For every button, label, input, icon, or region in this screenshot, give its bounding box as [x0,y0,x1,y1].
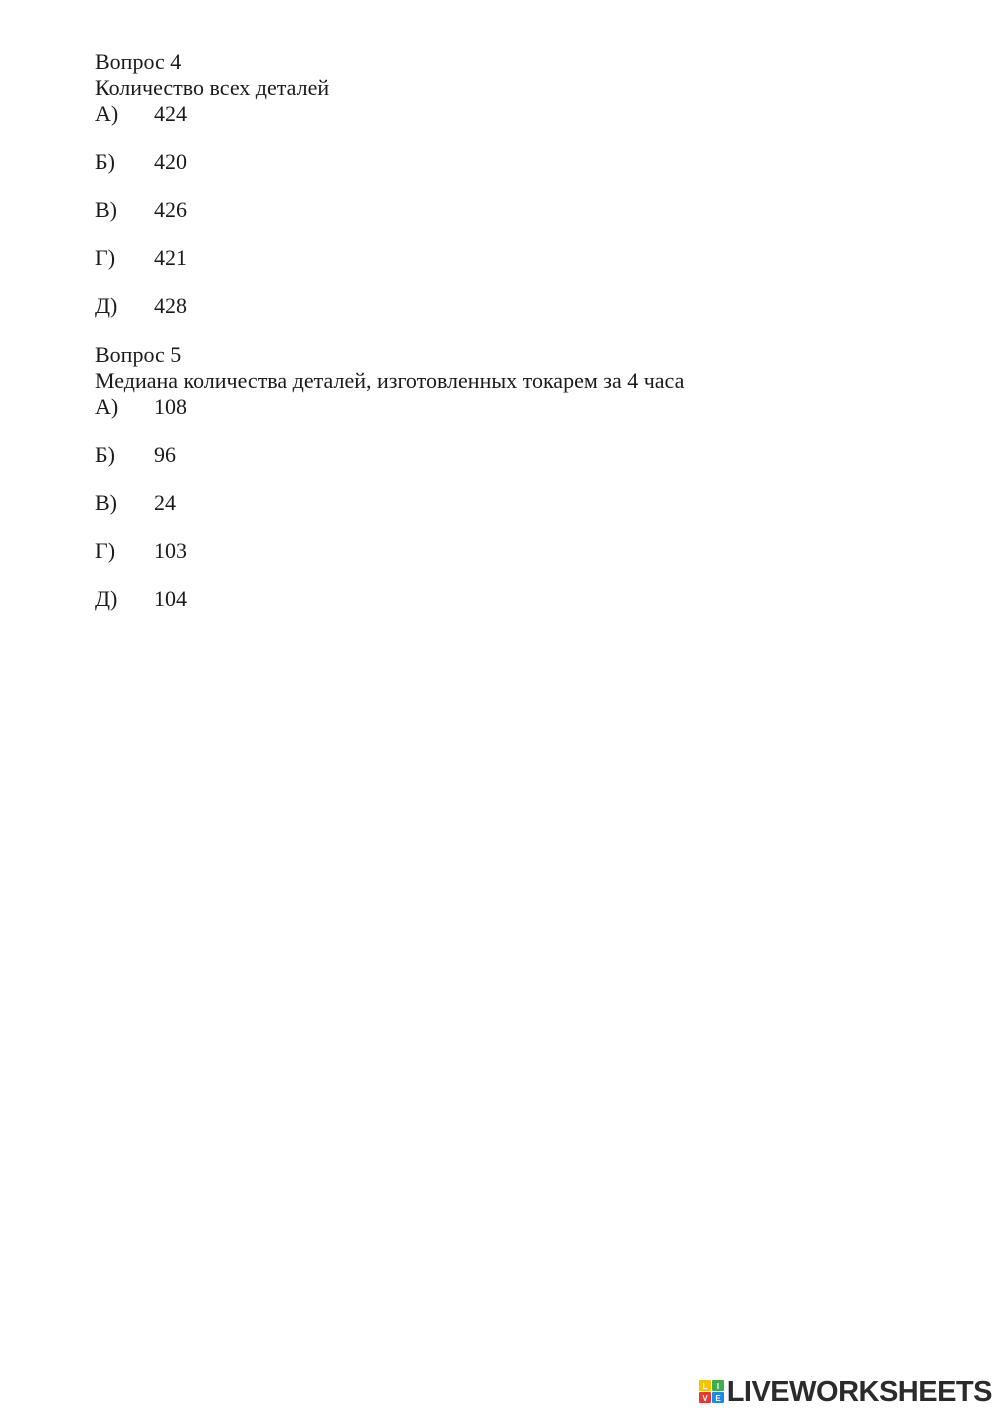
liveworksheets-logo-icon [699,1380,725,1404]
logo-letter: I [716,1382,719,1391]
option-value: 108 [154,394,187,419]
question-title: Вопрос 5 [95,342,182,367]
answer-option-b[interactable] [95,442,915,490]
option-value: 428 [154,293,187,318]
option-value: 24 [154,490,176,515]
option-value: 96 [154,442,176,467]
question-5 [95,342,915,634]
option-value: 104 [154,586,187,611]
option-value: 421 [154,245,187,270]
option-letter: Д) [95,586,118,611]
answer-option-g[interactable] [95,245,915,293]
answer-option-g[interactable] [95,538,915,586]
option-letter: Б) [95,442,115,467]
option-letter: Г) [95,245,116,270]
option-letter: Г) [95,538,116,563]
option-letter: А) [95,394,119,419]
answer-option-v[interactable] [95,490,915,538]
question-text: Количество всех деталей [95,75,330,100]
answer-options [95,101,915,341]
logo-letter: E [715,1394,721,1403]
option-letter: А) [95,101,119,126]
option-letter: В) [95,490,117,515]
question-4 [95,49,915,341]
option-letter: В) [95,197,117,222]
option-letter: Б) [95,149,115,174]
answer-option-d[interactable] [95,586,915,634]
option-letter: Д) [95,293,118,318]
answer-option-b[interactable] [95,149,915,197]
option-value: 103 [154,538,187,563]
logo-letter: V [702,1394,708,1403]
logo-letter: L [702,1382,708,1391]
watermark-text: LIVEWORKSHEETS [726,1376,992,1408]
answer-option-d[interactable] [95,293,915,341]
option-value: 424 [154,101,187,126]
answer-options [95,394,915,634]
answer-option-a[interactable] [95,101,915,149]
answer-option-v[interactable] [95,197,915,245]
question-text: Медиана количества деталей, изготовленных токарем за 4 часа [95,368,685,393]
question-title: Вопрос 4 [95,49,182,74]
option-value: 426 [154,197,187,222]
option-value: 420 [154,149,187,174]
answer-option-a[interactable] [95,394,915,442]
liveworksheets-watermark [699,1377,992,1407]
